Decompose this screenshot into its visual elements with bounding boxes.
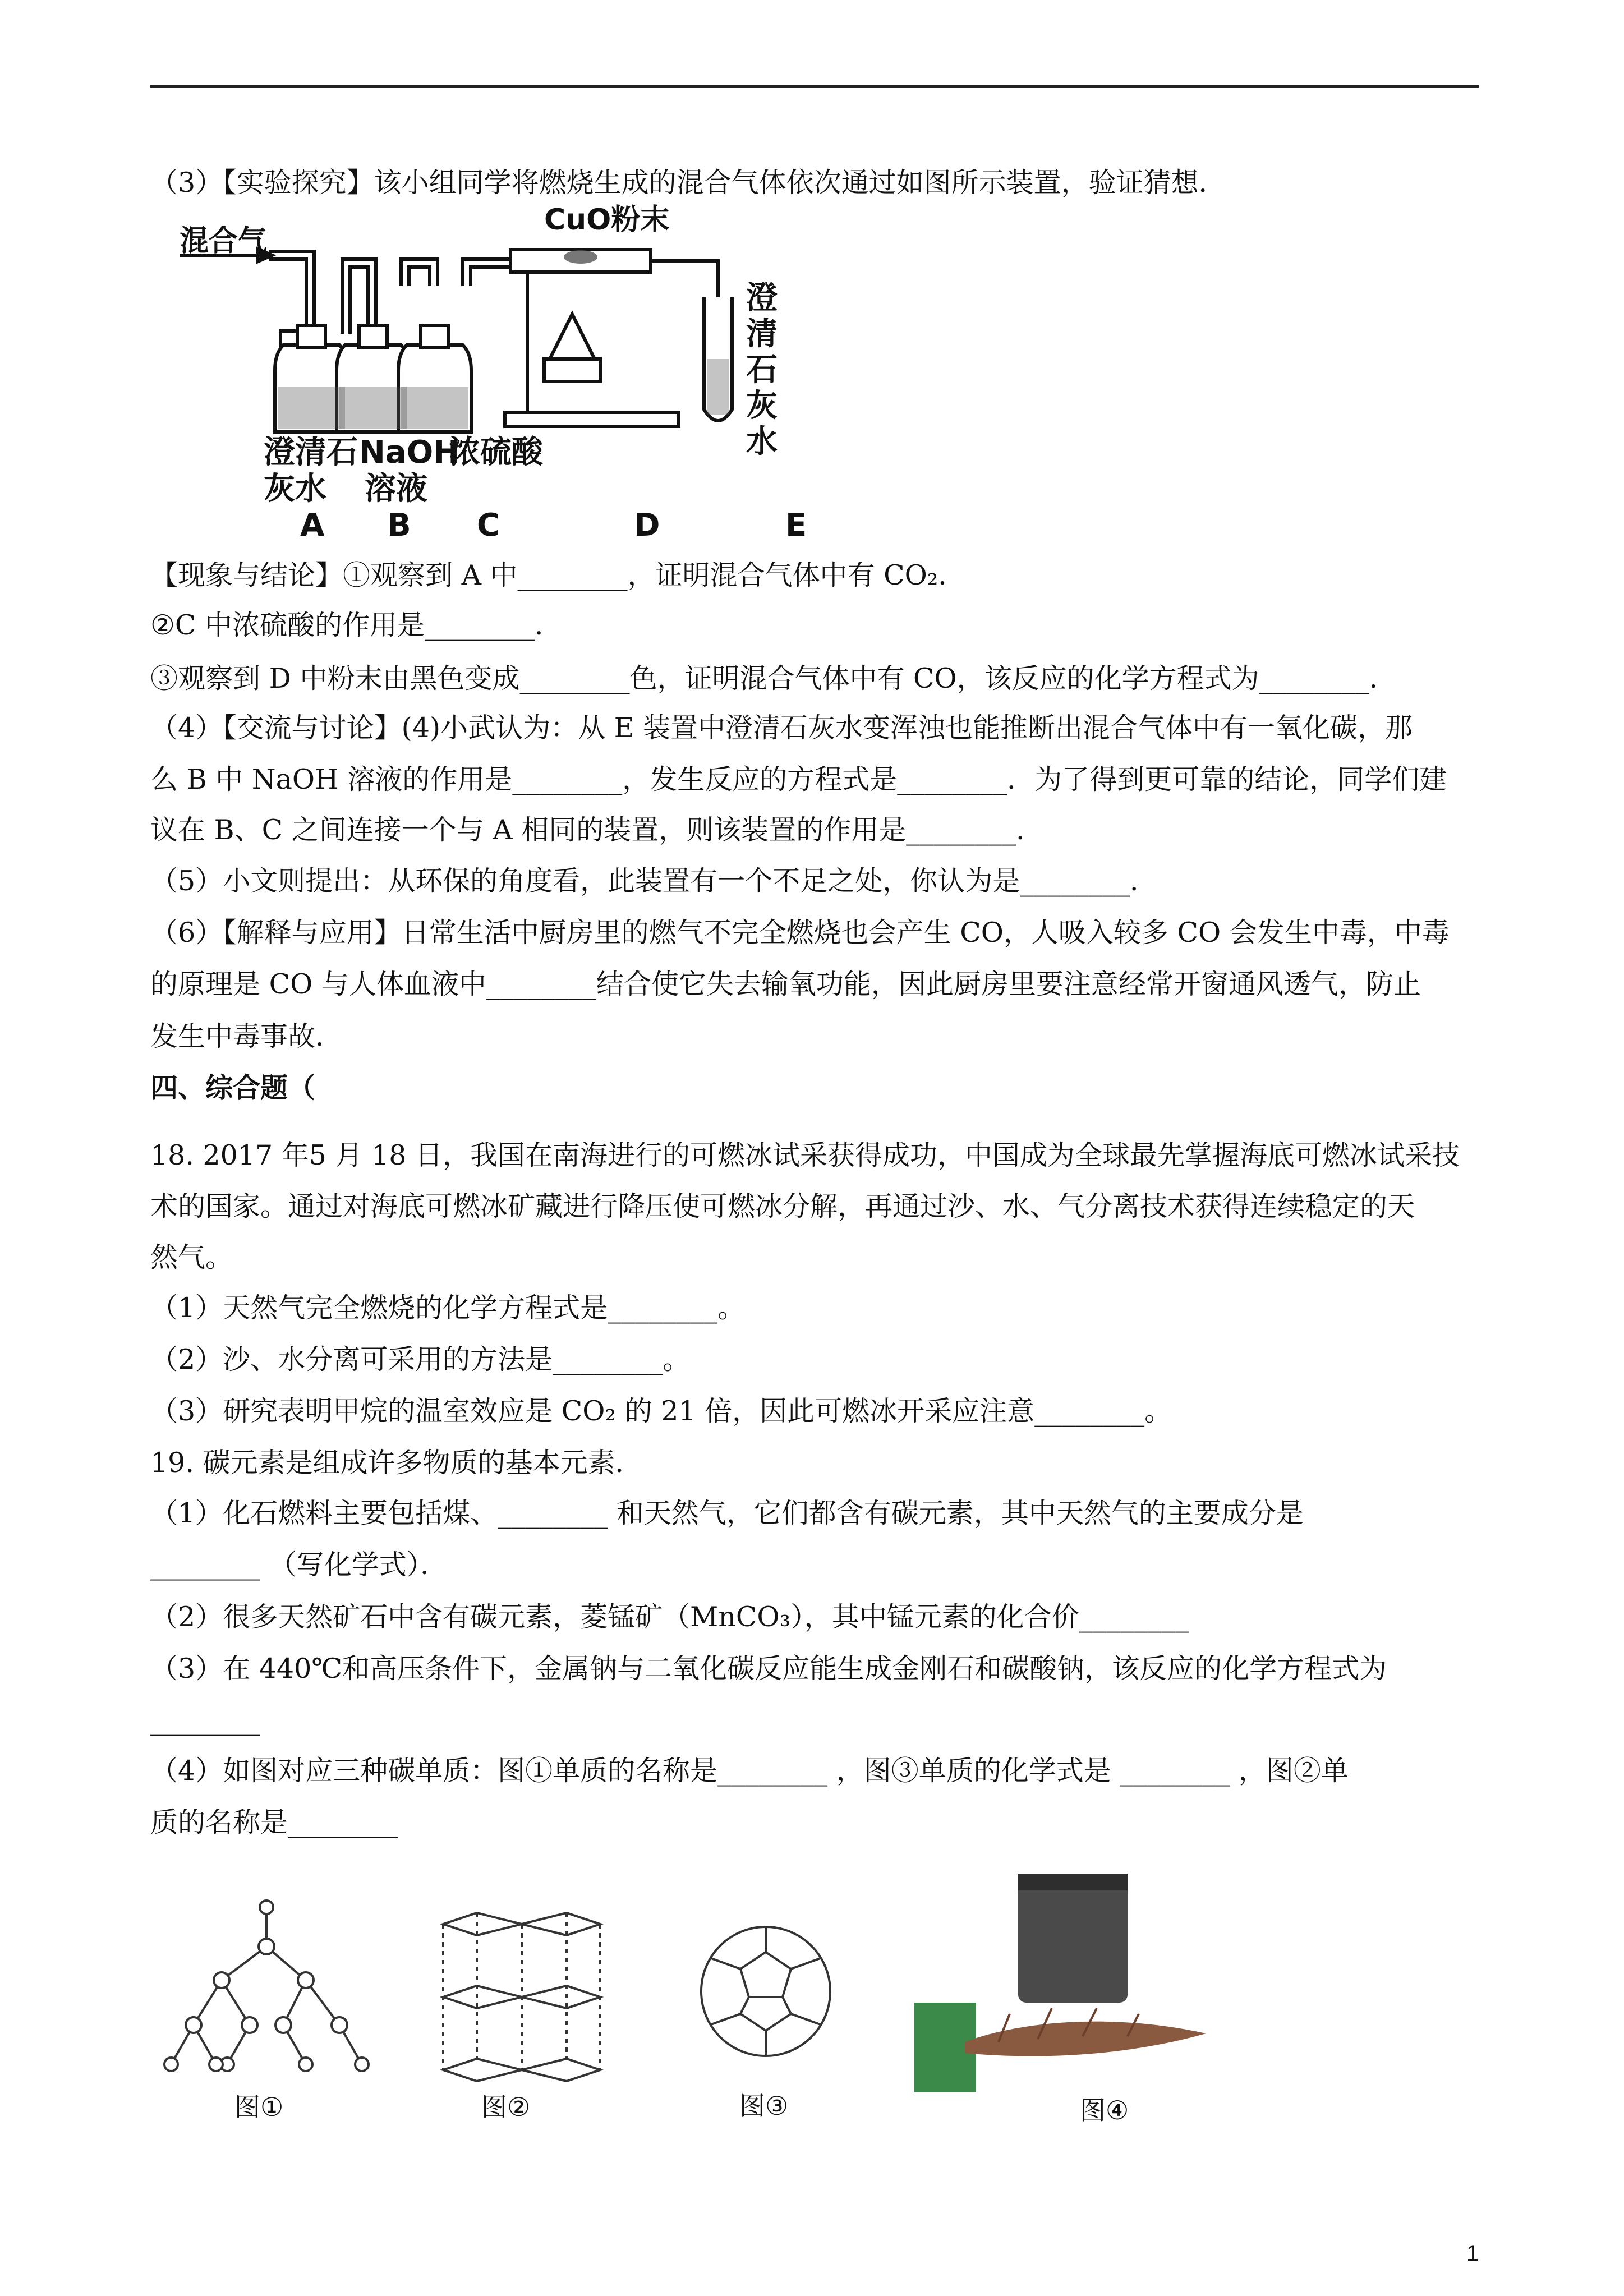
section-heading: 四、综合题（ (150, 1072, 316, 1104)
figure-caption-3: 图③ (739, 2091, 789, 2121)
letter-e: E (785, 507, 807, 544)
e-label-char: 澄 (746, 280, 778, 316)
q19-line: （4）如图对应三种碳单质：图①单质的名称是________ ，图③单质的化学式是 ________ ，图②单 (150, 1755, 1349, 1787)
text-line: 发生中毒事故． (150, 1020, 343, 1052)
q18-line: （3）研究表明甲烷的温室效应是 CO₂ 的 21 倍，因此可燃冰开采应注意________。 (150, 1395, 1172, 1427)
text-line: 么 B 中 NaOH 溶液的作用是________，发生反应的方程式是________．为了得到更可靠的结论，同学们建 (150, 763, 1447, 795)
figure-caption-2: 图② (481, 2092, 531, 2122)
text-line: ③观察到 D 中粉末由黑色变成________色，证明混合气体中有 CO，该反应的化学方程式为________． (150, 662, 1397, 694)
b-label-line-1: NaOH (359, 434, 460, 471)
text-line: ②C 中浓硫酸的作用是________． (150, 609, 562, 641)
figure-diamond (160, 1896, 373, 2087)
letter-a: A (300, 507, 325, 544)
e-label-char: 灰 (746, 388, 778, 424)
text-line: （5）小文则提出：从环保的角度看，此装置有一个不足之处，你认为是________． (150, 865, 1158, 897)
q19-line: （3）在 440℃和高压条件下，金属钠与二氧化碳反应能生成金刚石和碳酸钠，该反应的化学方程式为 (150, 1653, 1387, 1685)
cuo-label: CuO粉末 (544, 203, 670, 237)
q18-line: （1）天然气完全燃烧的化学方程式是________。 (150, 1292, 746, 1324)
figure-caption-4: 图④ (1080, 2095, 1129, 2125)
letter-c: C (477, 507, 500, 544)
figure-carbon-photo (914, 1874, 1217, 2092)
inlet-label: 混合气 (180, 224, 268, 258)
c60-structure-icon (693, 1918, 839, 2064)
letter-b: B (387, 507, 411, 544)
apparatus-diagram (180, 203, 875, 550)
q18-line: 术的国家。通过对海底可燃冰矿藏进行降压使可燃冰分解，再通过沙、水、气分离技术获得连续稳定的天 (150, 1190, 1415, 1222)
a-label-line-1: 澄清石 (264, 434, 358, 471)
q19-line: 质的名称是________ (150, 1806, 398, 1838)
letter-d: D (634, 507, 660, 544)
text-line: 【现象与结论】①观察到 A 中________，证明混合气体中有 CO₂． (150, 559, 966, 591)
q19-line: ________ （写化学式）． (150, 1549, 448, 1581)
e-label-char: 水 (746, 424, 778, 460)
graphite-structure-icon (432, 1902, 611, 2087)
q18-line: 18. 2017 年5 月 18 日，我国在南海进行的可燃冰试采获得成功，中国成为全球最先掌握海底可燃冰试采技 (150, 1139, 1460, 1171)
q19-line: 19. 碳元素是组成许多物质的基本元素． (150, 1447, 643, 1479)
page-number: 1 (1466, 2241, 1479, 2266)
text-line: 议在 B、C 之间连接一个与 A 相同的装置，则该装置的作用是________． (150, 814, 1044, 846)
q19-line: ________ (150, 1704, 260, 1736)
e-label-char: 石 (746, 352, 778, 388)
c-label: 浓硫酸 (449, 434, 543, 471)
e-label-char: 清 (746, 316, 778, 352)
q19-line: （1）化石燃料主要包括煤、________ 和天然气，它们都含有碳元素，其中天然气的主要成分是 (150, 1497, 1304, 1529)
a-label-line-2: 灰水 (264, 471, 326, 507)
activated-carbon-photo-icon (914, 1874, 1217, 2092)
diamond-structure-icon (160, 1896, 373, 2087)
b-label-line-2: 溶液 (365, 471, 427, 507)
text-line: 的原理是 CO 与人体血液中________结合使它失去输氧功能，因此厨房里要注意经常开窗通风透气，防止 (150, 968, 1421, 1000)
q18-line: 然气。 (150, 1241, 233, 1273)
q18-line: （2）沙、水分离可采用的方法是________。 (150, 1343, 691, 1375)
text-line: （6）【解释与应用】日常生活中厨房里的燃气不完全燃烧也会产生 CO，人吸入较多 CO 会发生中毒，中毒 (150, 917, 1450, 949)
figure-c60 (693, 1918, 839, 2064)
question-3-intro: （3）【实验探究】该小组同学将燃烧生成的混合气体依次通过如图所示装置，验证猜想． (150, 167, 1226, 199)
header-rule (150, 85, 1479, 88)
figure-graphite (432, 1902, 611, 2087)
figure-caption-1: 图① (234, 2092, 284, 2122)
q19-line: （2）很多天然矿石中含有碳元素，菱锰矿（MnCO₃），其中锰元素的化合价________ (150, 1601, 1189, 1633)
text-line: （4）【交流与讨论】(4)小武认为：从 E 装置中澄清石灰水变浑浊也能推断出混合气体中有一氧化碳，那 (150, 712, 1413, 744)
e-side-label (746, 280, 780, 460)
